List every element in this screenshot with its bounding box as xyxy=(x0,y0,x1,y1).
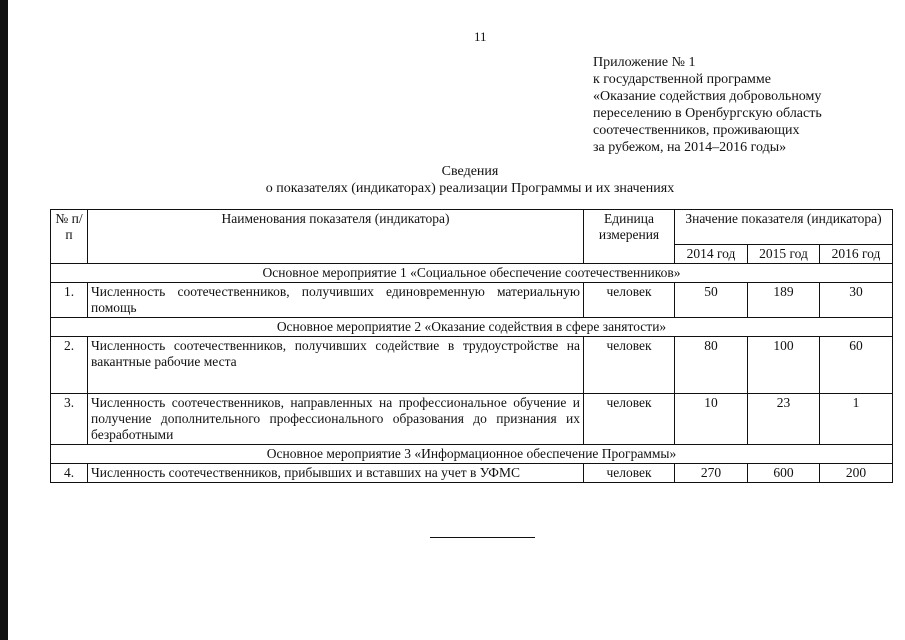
row-value-2014: 80 xyxy=(675,337,748,394)
section-title: Основное мероприятие 3 «Информационное обеспечение Программы» xyxy=(51,445,893,464)
row-value-2015: 189 xyxy=(748,283,820,318)
scan-edge-bar xyxy=(0,0,8,640)
page-number: 11 xyxy=(474,29,487,44)
row-value-2016: 30 xyxy=(820,283,893,318)
section-row xyxy=(51,318,893,337)
section-title: Основное мероприятие 2 «Оказание содействия в сфере занятости» xyxy=(51,318,893,337)
appendix-line: «Оказание содействия добровольному xyxy=(593,89,822,104)
appendix-line: соотечественников, проживающих xyxy=(593,123,800,138)
appendix-line: Приложение № 1 xyxy=(593,55,696,70)
row-unit: человек xyxy=(584,464,675,483)
row-name: Численность соотечественников, получивших содействие в трудоустройстве на вакантные рабочие места xyxy=(88,337,584,394)
table-row xyxy=(51,283,893,318)
row-num: 1. xyxy=(51,283,88,318)
section-title: Основное мероприятие 1 «Социальное обеспечение соотечественников» xyxy=(51,264,893,283)
row-num: 2. xyxy=(51,337,88,394)
header-year-2016: 2016 год xyxy=(820,245,893,264)
row-name: Численность соотечественников, направленных на профессиональное обучение и получение дополнительного профессионального образования до признания их безработными xyxy=(88,394,584,445)
row-value-2016: 200 xyxy=(820,464,893,483)
table-row xyxy=(51,337,893,394)
header-value: Значение показателя (индикатора) xyxy=(675,210,893,245)
table-row xyxy=(51,394,893,445)
appendix-line: за рубежом, на 2014–2016 годы» xyxy=(593,140,787,155)
section-row xyxy=(51,264,893,283)
document-title xyxy=(50,163,890,197)
header-unit: Единица измерения xyxy=(584,210,675,264)
table-row xyxy=(51,464,893,483)
row-name: Численность соотечественников, получивших единовременную материальную помощь xyxy=(88,283,584,318)
header-year-2014: 2014 год xyxy=(675,245,748,264)
row-value-2015: 23 xyxy=(748,394,820,445)
row-unit: человек xyxy=(584,283,675,318)
row-value-2016: 1 xyxy=(820,394,893,445)
row-name: Численность соотечественников, прибывших и вставших на учет в УФМС xyxy=(88,464,584,483)
row-value-2014: 50 xyxy=(675,283,748,318)
row-unit: человек xyxy=(584,394,675,445)
appendix-line: к государственной программе xyxy=(593,72,771,87)
row-num: 4. xyxy=(51,464,88,483)
indicators-table xyxy=(50,209,893,483)
row-num: 3. xyxy=(51,394,88,445)
row-value-2015: 100 xyxy=(748,337,820,394)
row-unit: человек xyxy=(584,337,675,394)
row-value-2015: 600 xyxy=(748,464,820,483)
title-line-2: о показателях (индикаторах) реализации Программы и их значениях xyxy=(265,181,675,196)
section-row xyxy=(51,445,893,464)
header-num: № п/п xyxy=(51,210,88,264)
title-line-1: Сведения xyxy=(441,164,499,179)
footer-separator-line xyxy=(430,537,535,538)
row-value-2014: 10 xyxy=(675,394,748,445)
header-year-2015: 2015 год xyxy=(748,245,820,264)
appendix-header xyxy=(593,54,883,156)
header-name: Наименования показателя (индикатора) xyxy=(88,210,584,264)
row-value-2014: 270 xyxy=(675,464,748,483)
appendix-line: переселению в Оренбургскую область xyxy=(593,106,822,121)
row-value-2016: 60 xyxy=(820,337,893,394)
